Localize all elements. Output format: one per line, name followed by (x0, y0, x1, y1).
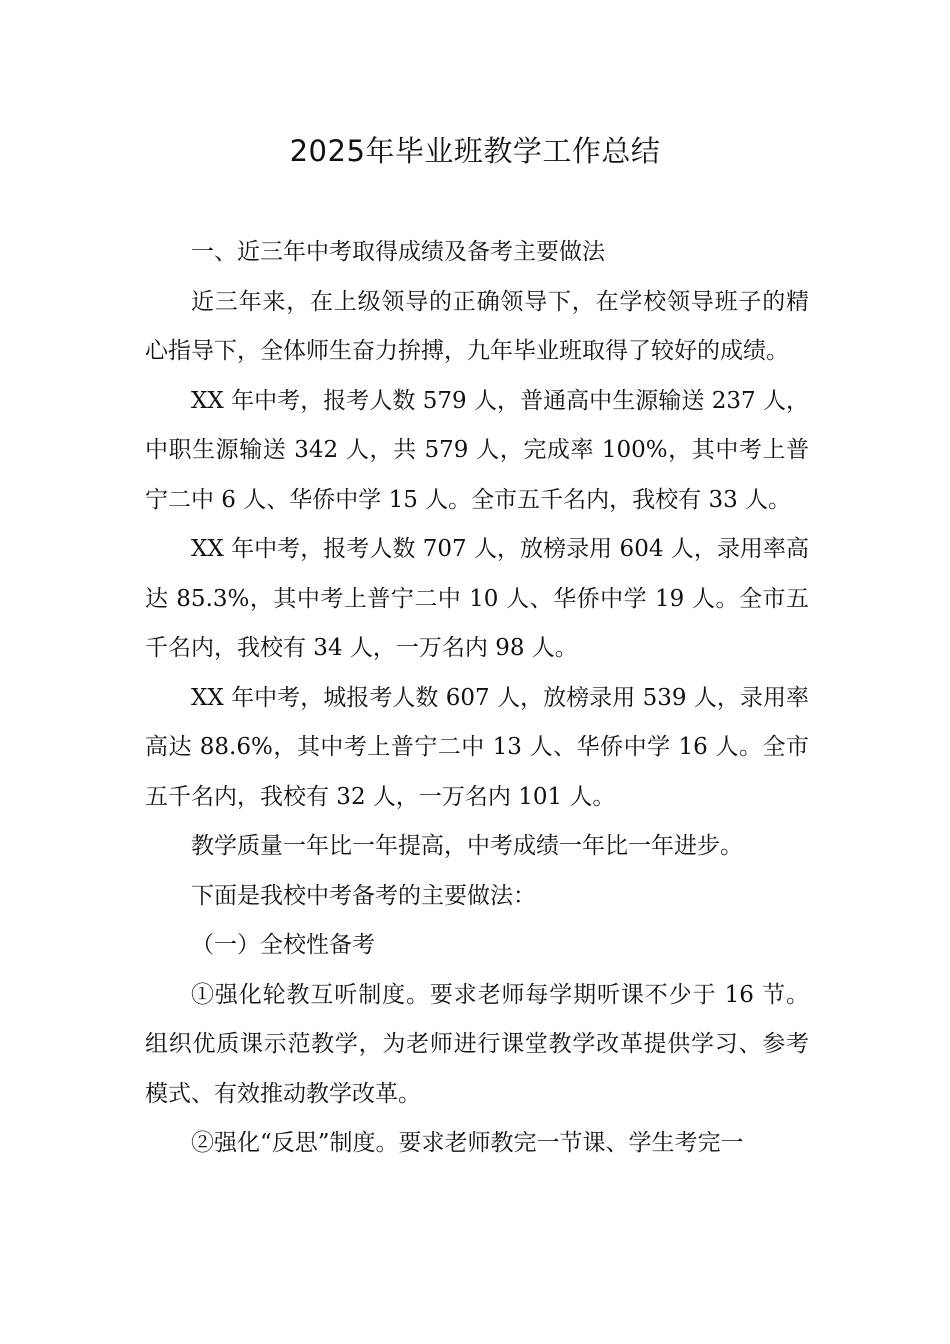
paragraph-methods-intro: 下面是我校中考备考的主要做法： (191, 882, 536, 909)
paragraph-method-1: ①强化轮教互听制度。要求老师每学期听课不少于 16 节。组织优质课示范教学，为老师进行课堂教学改革提供学习、参考模式、有效推动教学改革。 (145, 981, 809, 1107)
paragraph-quality: 教学质量一年比一年提高，中考成绩一年比一年进步。 (191, 833, 743, 859)
paragraph-intro: 近三年来，在上级领导的正确领导下，在学校领导班子的精心指导下，全体师生奋力拚搏，九年毕业班取得了较好的成绩。 (145, 288, 809, 364)
document-body (145, 228, 809, 1169)
paragraph-year-3: XX 年中考，城报考人数 607 人，放榜录用 539 人，录用率高达 88.6%，其中考上普宁二中 13 人、华侨中学 16 人。全市五千名内，我校有 32 人，一万名内 101 人。 (145, 684, 809, 810)
paragraph-year-1: XX 年中考，报考人数 579 人，普通高中生源输送 237 人，中职生源输送 342 人，共 579 人，完成率 100%，其中考上普宁二中 6 人、华侨中学 15 人。全市五千名内，我校有 33 人。 (145, 387, 809, 513)
document-title: 2025年毕业班教学工作总结 (289, 134, 661, 168)
subsection-heading-1: （一）全校性备考 (191, 932, 375, 958)
paragraph-year-2: XX 年中考，报考人数 707 人，放榜录用 604 人，录用率高达 85.3%，其中考上普宁二中 10 人、华侨中学 19 人。全市五千名内，我校有 34 人，一万名内 98 人。 (145, 536, 809, 661)
paragraph-method-2: ②强化“反思”制度。要求老师教完一节课、学生考完一 (191, 1130, 744, 1156)
section-heading-1: 一、近三年中考取得成绩及备考主要做法 (191, 239, 605, 265)
